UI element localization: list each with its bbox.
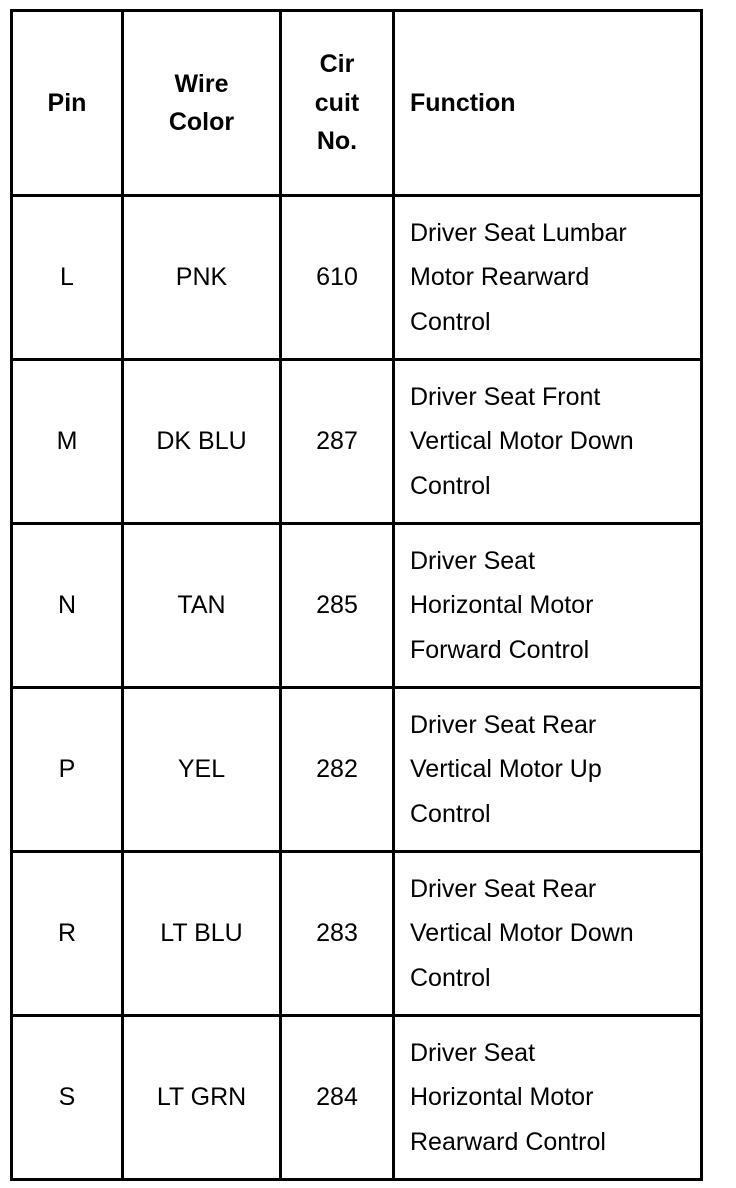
function-cell: Driver Seat Horizontal Motor Forward Control — [394, 524, 702, 688]
connector-pin-table — [10, 9, 703, 1181]
function-cell: Driver Seat Front Vertical Motor Down Control — [394, 360, 702, 524]
wire-color-cell: LT BLU — [123, 852, 281, 1016]
pin-cell: R — [12, 852, 123, 1016]
table-row — [12, 196, 702, 360]
circuit-no-cell: 282 — [281, 688, 394, 852]
wire-color-cell: DK BLU — [123, 360, 281, 524]
table-header-row — [12, 11, 702, 196]
circuit-no-cell: 287 — [281, 360, 394, 524]
wire-color-cell: YEL — [123, 688, 281, 852]
pin-cell: P — [12, 688, 123, 852]
header-function: Function — [394, 11, 702, 196]
table-row — [12, 360, 702, 524]
circuit-no-cell: 283 — [281, 852, 394, 1016]
circuit-no-cell: 284 — [281, 1016, 394, 1180]
header-circuit-no: Cir cuit No. — [281, 11, 394, 196]
table-row — [12, 524, 702, 688]
function-cell: Driver Seat Rear Vertical Motor Up Control — [394, 688, 702, 852]
circuit-no-cell: 610 — [281, 196, 394, 360]
function-cell: Driver Seat Lumbar Motor Rearward Control — [394, 196, 702, 360]
pin-cell: N — [12, 524, 123, 688]
wire-color-cell: PNK — [123, 196, 281, 360]
circuit-no-cell: 285 — [281, 524, 394, 688]
header-wire-color: Wire Color — [123, 11, 281, 196]
header-pin: Pin — [12, 11, 123, 196]
pin-cell: L — [12, 196, 123, 360]
table-row — [12, 1016, 702, 1180]
function-cell: Driver Seat Rear Vertical Motor Down Control — [394, 852, 702, 1016]
wire-color-cell: TAN — [123, 524, 281, 688]
pin-cell: M — [12, 360, 123, 524]
table-row — [12, 688, 702, 852]
function-cell: Driver Seat Horizontal Motor Rearward Control — [394, 1016, 702, 1180]
pin-cell: S — [12, 1016, 123, 1180]
wire-color-cell: LT GRN — [123, 1016, 281, 1180]
table-row — [12, 852, 702, 1016]
